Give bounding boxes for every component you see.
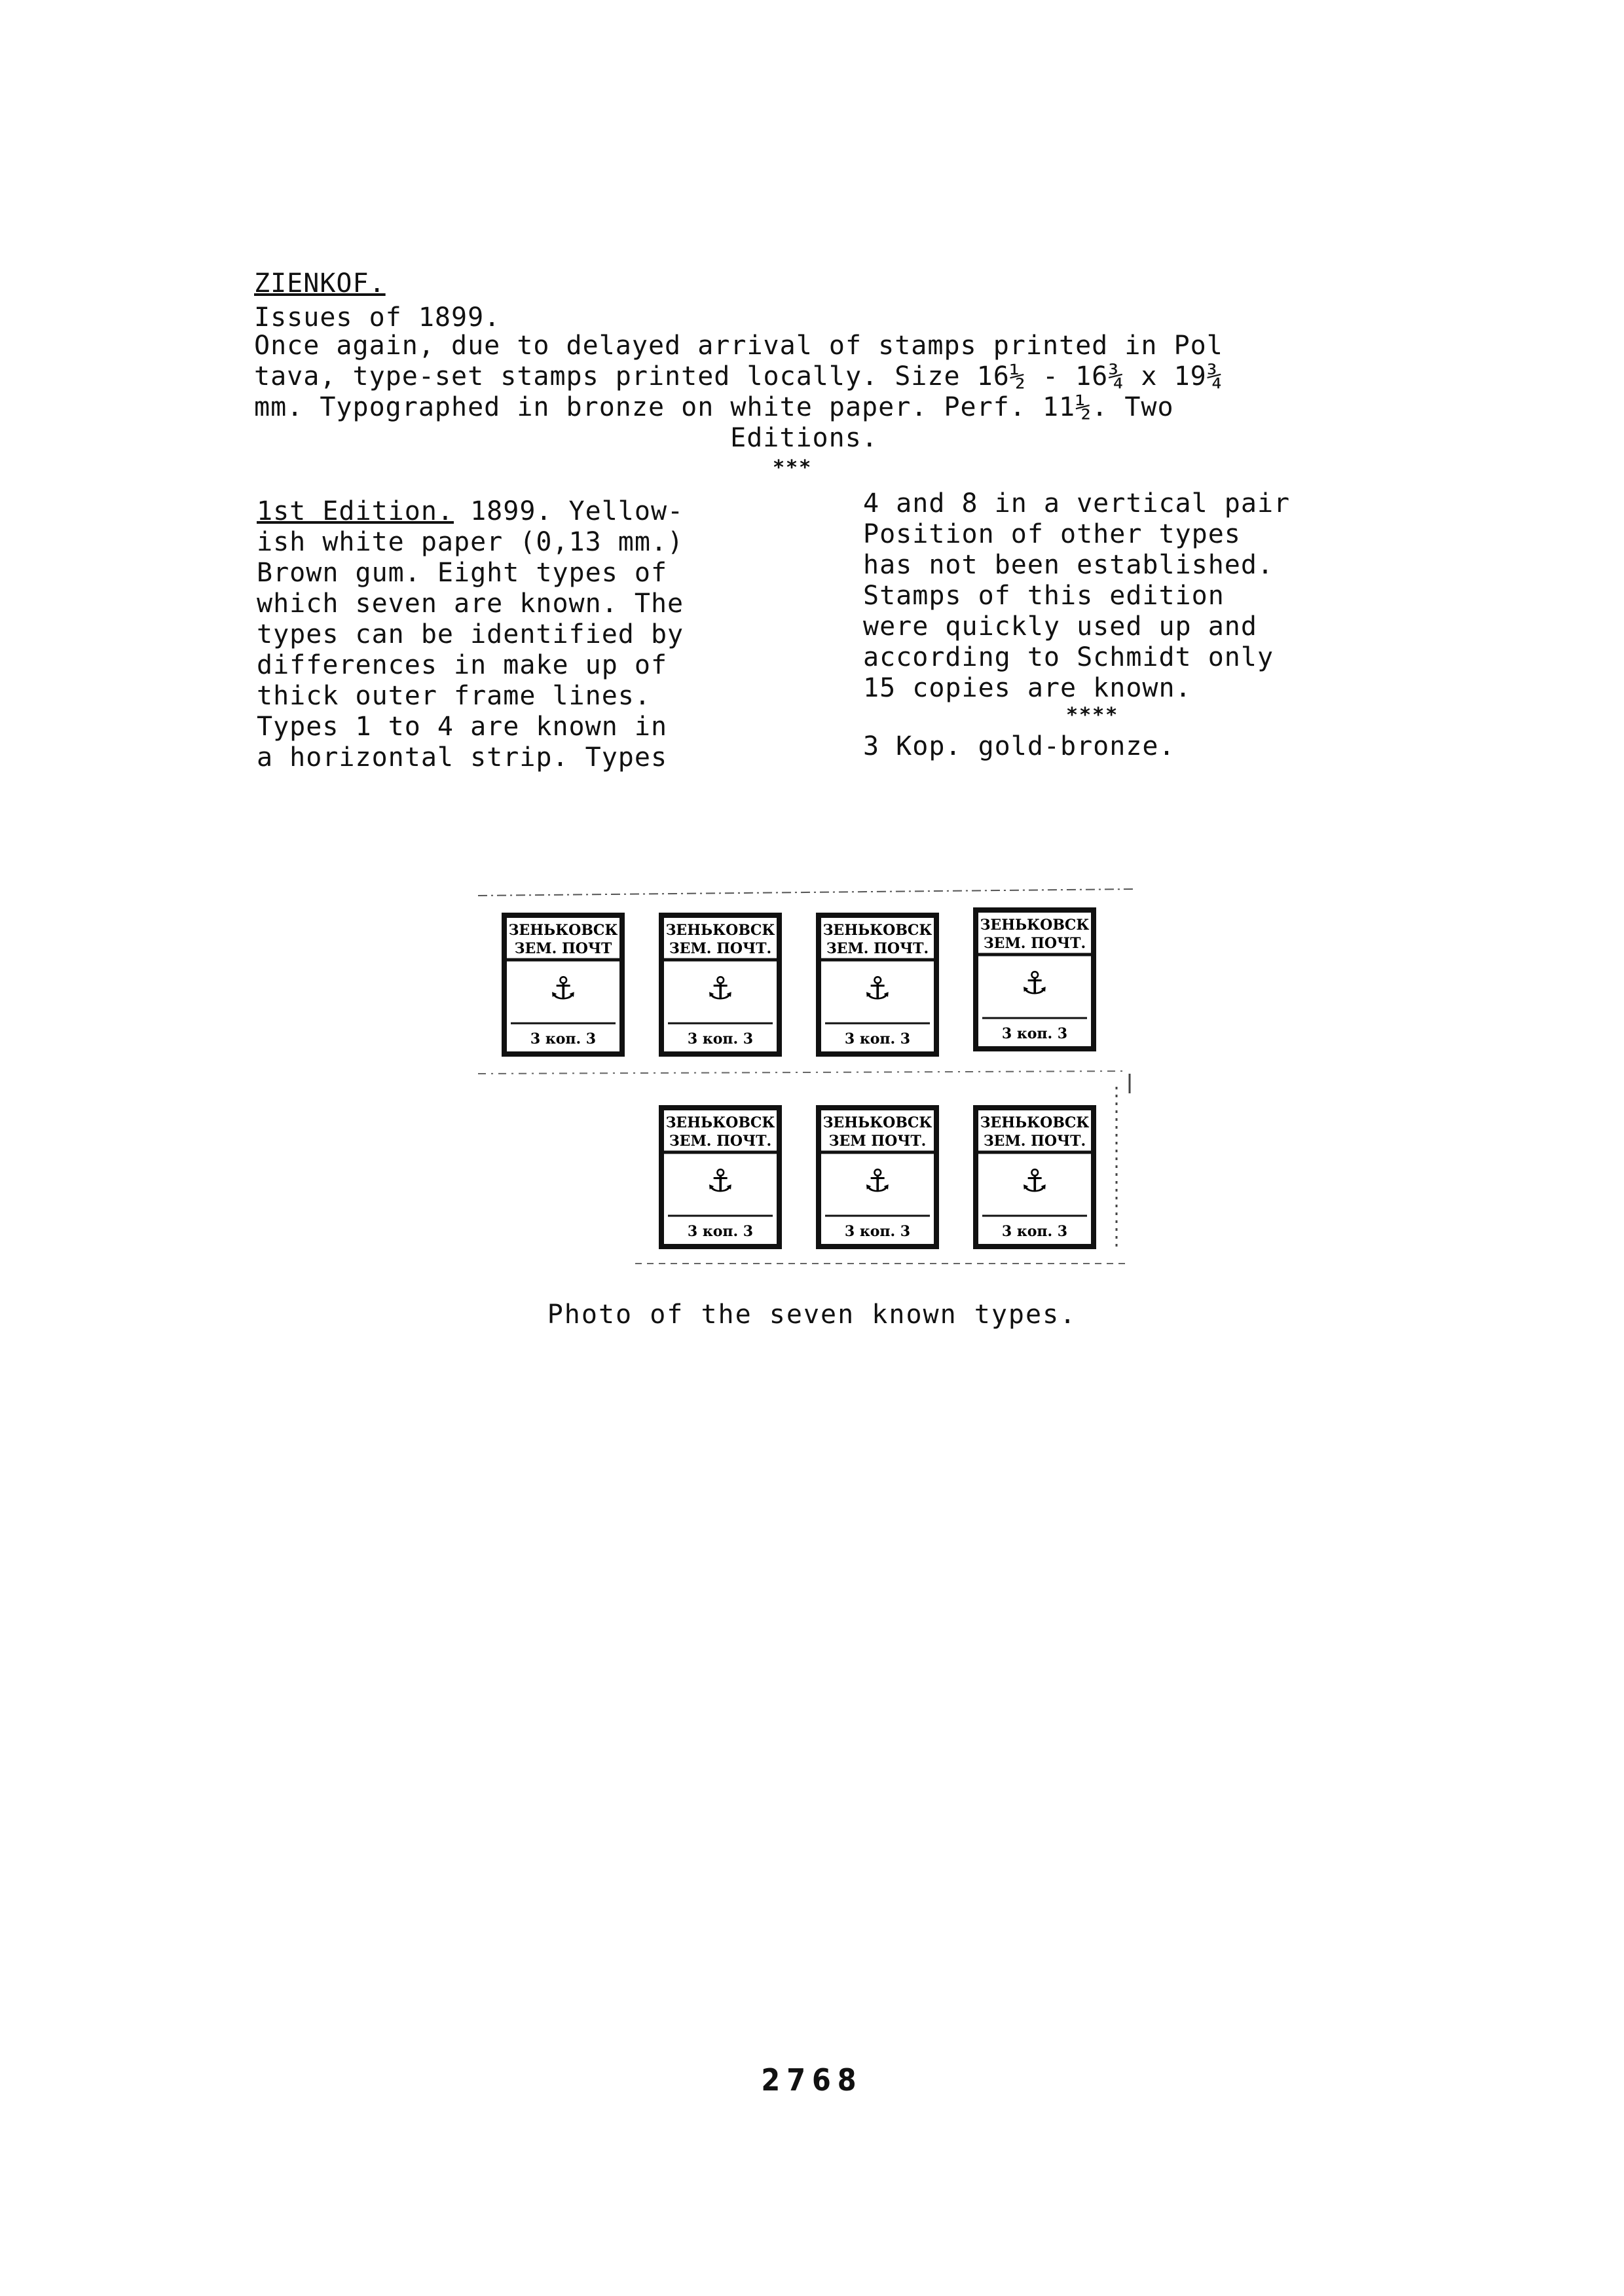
stamp-post-text: ЗЕМ. ПОЧТ bbox=[514, 940, 612, 957]
right-line: has not been established. bbox=[863, 550, 1274, 580]
left-line: differences in make up of bbox=[257, 650, 668, 680]
stamp-value-text: 3 коп. 3 bbox=[844, 1030, 911, 1048]
intro-paragraph bbox=[254, 331, 1354, 454]
stamps-photo bbox=[471, 877, 1139, 1277]
left-column bbox=[257, 496, 741, 773]
stamp-anchor-icon: ⚓ bbox=[863, 970, 892, 1007]
right-line: Stamps of this edition bbox=[863, 581, 1225, 611]
stamp-name-text: ЗЕНЬКОВСК bbox=[665, 1114, 775, 1131]
stamp-value-text: 3 коп. 3 bbox=[530, 1030, 597, 1048]
right-line: were quickly used up and bbox=[863, 611, 1257, 642]
left-line: Brown gum. Eight types of bbox=[257, 558, 668, 588]
left-line: ish white paper (0,13 mm.) bbox=[257, 527, 684, 557]
stamp-value-text: 3 коп. 3 bbox=[687, 1223, 754, 1240]
stamp bbox=[504, 915, 622, 1054]
stamp-name-text: ЗЕНЬКОВСК bbox=[665, 922, 775, 939]
right-line: 4 and 8 in a vertical pair bbox=[863, 488, 1291, 519]
stamp-post-text: ЗЕМ. ПОЧТ. bbox=[669, 940, 772, 957]
stamp-anchor-icon: ⚓ bbox=[863, 1163, 892, 1199]
stamp bbox=[976, 910, 1094, 1049]
stamp-anchor-icon: ⚓ bbox=[549, 970, 578, 1007]
stamp-post-text: ЗЕМ ПОЧТ. bbox=[828, 1133, 927, 1150]
page-heading: ZIENKOF. bbox=[254, 268, 386, 299]
stamp bbox=[976, 1108, 1094, 1247]
page-number: 2768 bbox=[761, 2062, 863, 2098]
stamp-post-text: ЗЕМ. ПОЧТ. bbox=[669, 1133, 772, 1150]
left-line: which seven are known. The bbox=[257, 589, 684, 619]
right-column bbox=[863, 488, 1351, 762]
stamp-name-text: ЗЕНЬКОВСК bbox=[822, 1114, 932, 1131]
stamp-anchor-icon: ⚓ bbox=[1020, 965, 1049, 1002]
stamp-name-text: ЗЕНЬКОВСК bbox=[508, 922, 618, 939]
stamp-anchor-icon: ⚓ bbox=[1020, 1163, 1049, 1199]
stamp bbox=[819, 915, 936, 1054]
left-line bbox=[257, 496, 741, 527]
stamp bbox=[661, 1108, 779, 1247]
intro-line: mm. Typographed in bronze on white paper. Perf. 11½. Two bbox=[254, 392, 1174, 422]
left-line: Types 1 to 4 are known in bbox=[257, 712, 668, 742]
stamp-name-text: ЗЕНЬКОВСК bbox=[980, 1114, 1090, 1131]
edition-year: 1899. Yellow- bbox=[453, 496, 684, 526]
right-line: 15 copies are known. bbox=[863, 673, 1192, 703]
stamp-anchor-icon: ⚓ bbox=[706, 970, 735, 1007]
right-separator: **** bbox=[1066, 704, 1119, 727]
right-line: 3 Kop. gold-bronze. bbox=[863, 731, 1175, 761]
stamp-name-text: ЗЕНЬКОВСК bbox=[822, 922, 932, 939]
edition-label: 1st Edition. bbox=[257, 496, 454, 526]
stamp-post-text: ЗЕМ. ПОЧТ. bbox=[983, 1133, 1086, 1150]
stamp-anchor-icon: ⚓ bbox=[706, 1163, 735, 1199]
stamp-value-text: 3 коп. 3 bbox=[844, 1223, 911, 1240]
page-subheading: Issues of 1899. bbox=[254, 302, 501, 333]
right-line: Position of other types bbox=[863, 519, 1241, 549]
right-line: according to Schmidt only bbox=[863, 642, 1274, 672]
stamp-post-text: ЗЕМ. ПОЧТ. bbox=[826, 940, 929, 957]
intro-line: tava, type-set stamps printed locally. Size 16½ - 16¾ x 19¾ bbox=[254, 361, 1223, 392]
left-line: types can be identified by bbox=[257, 619, 684, 649]
stamp bbox=[661, 915, 779, 1054]
intro-line: Once again, due to delayed arrival of stamps printed in Pol bbox=[254, 331, 1223, 361]
section-separator: *** bbox=[773, 456, 813, 479]
stamp-value-text: 3 коп. 3 bbox=[1001, 1025, 1068, 1042]
intro-line: Editions. bbox=[730, 423, 878, 453]
left-line: a horizontal strip. Types bbox=[257, 742, 668, 773]
stamp-value-text: 3 коп. 3 bbox=[687, 1030, 754, 1048]
stamp-post-text: ЗЕМ. ПОЧТ. bbox=[983, 935, 1086, 952]
left-line: thick outer frame lines. bbox=[257, 681, 651, 711]
photo-caption: Photo of the seven known types. bbox=[547, 1300, 1077, 1330]
stamp bbox=[819, 1108, 936, 1247]
stamp-name-text: ЗЕНЬКОВСК bbox=[980, 917, 1090, 934]
stamp-value-text: 3 коп. 3 bbox=[1001, 1223, 1068, 1240]
